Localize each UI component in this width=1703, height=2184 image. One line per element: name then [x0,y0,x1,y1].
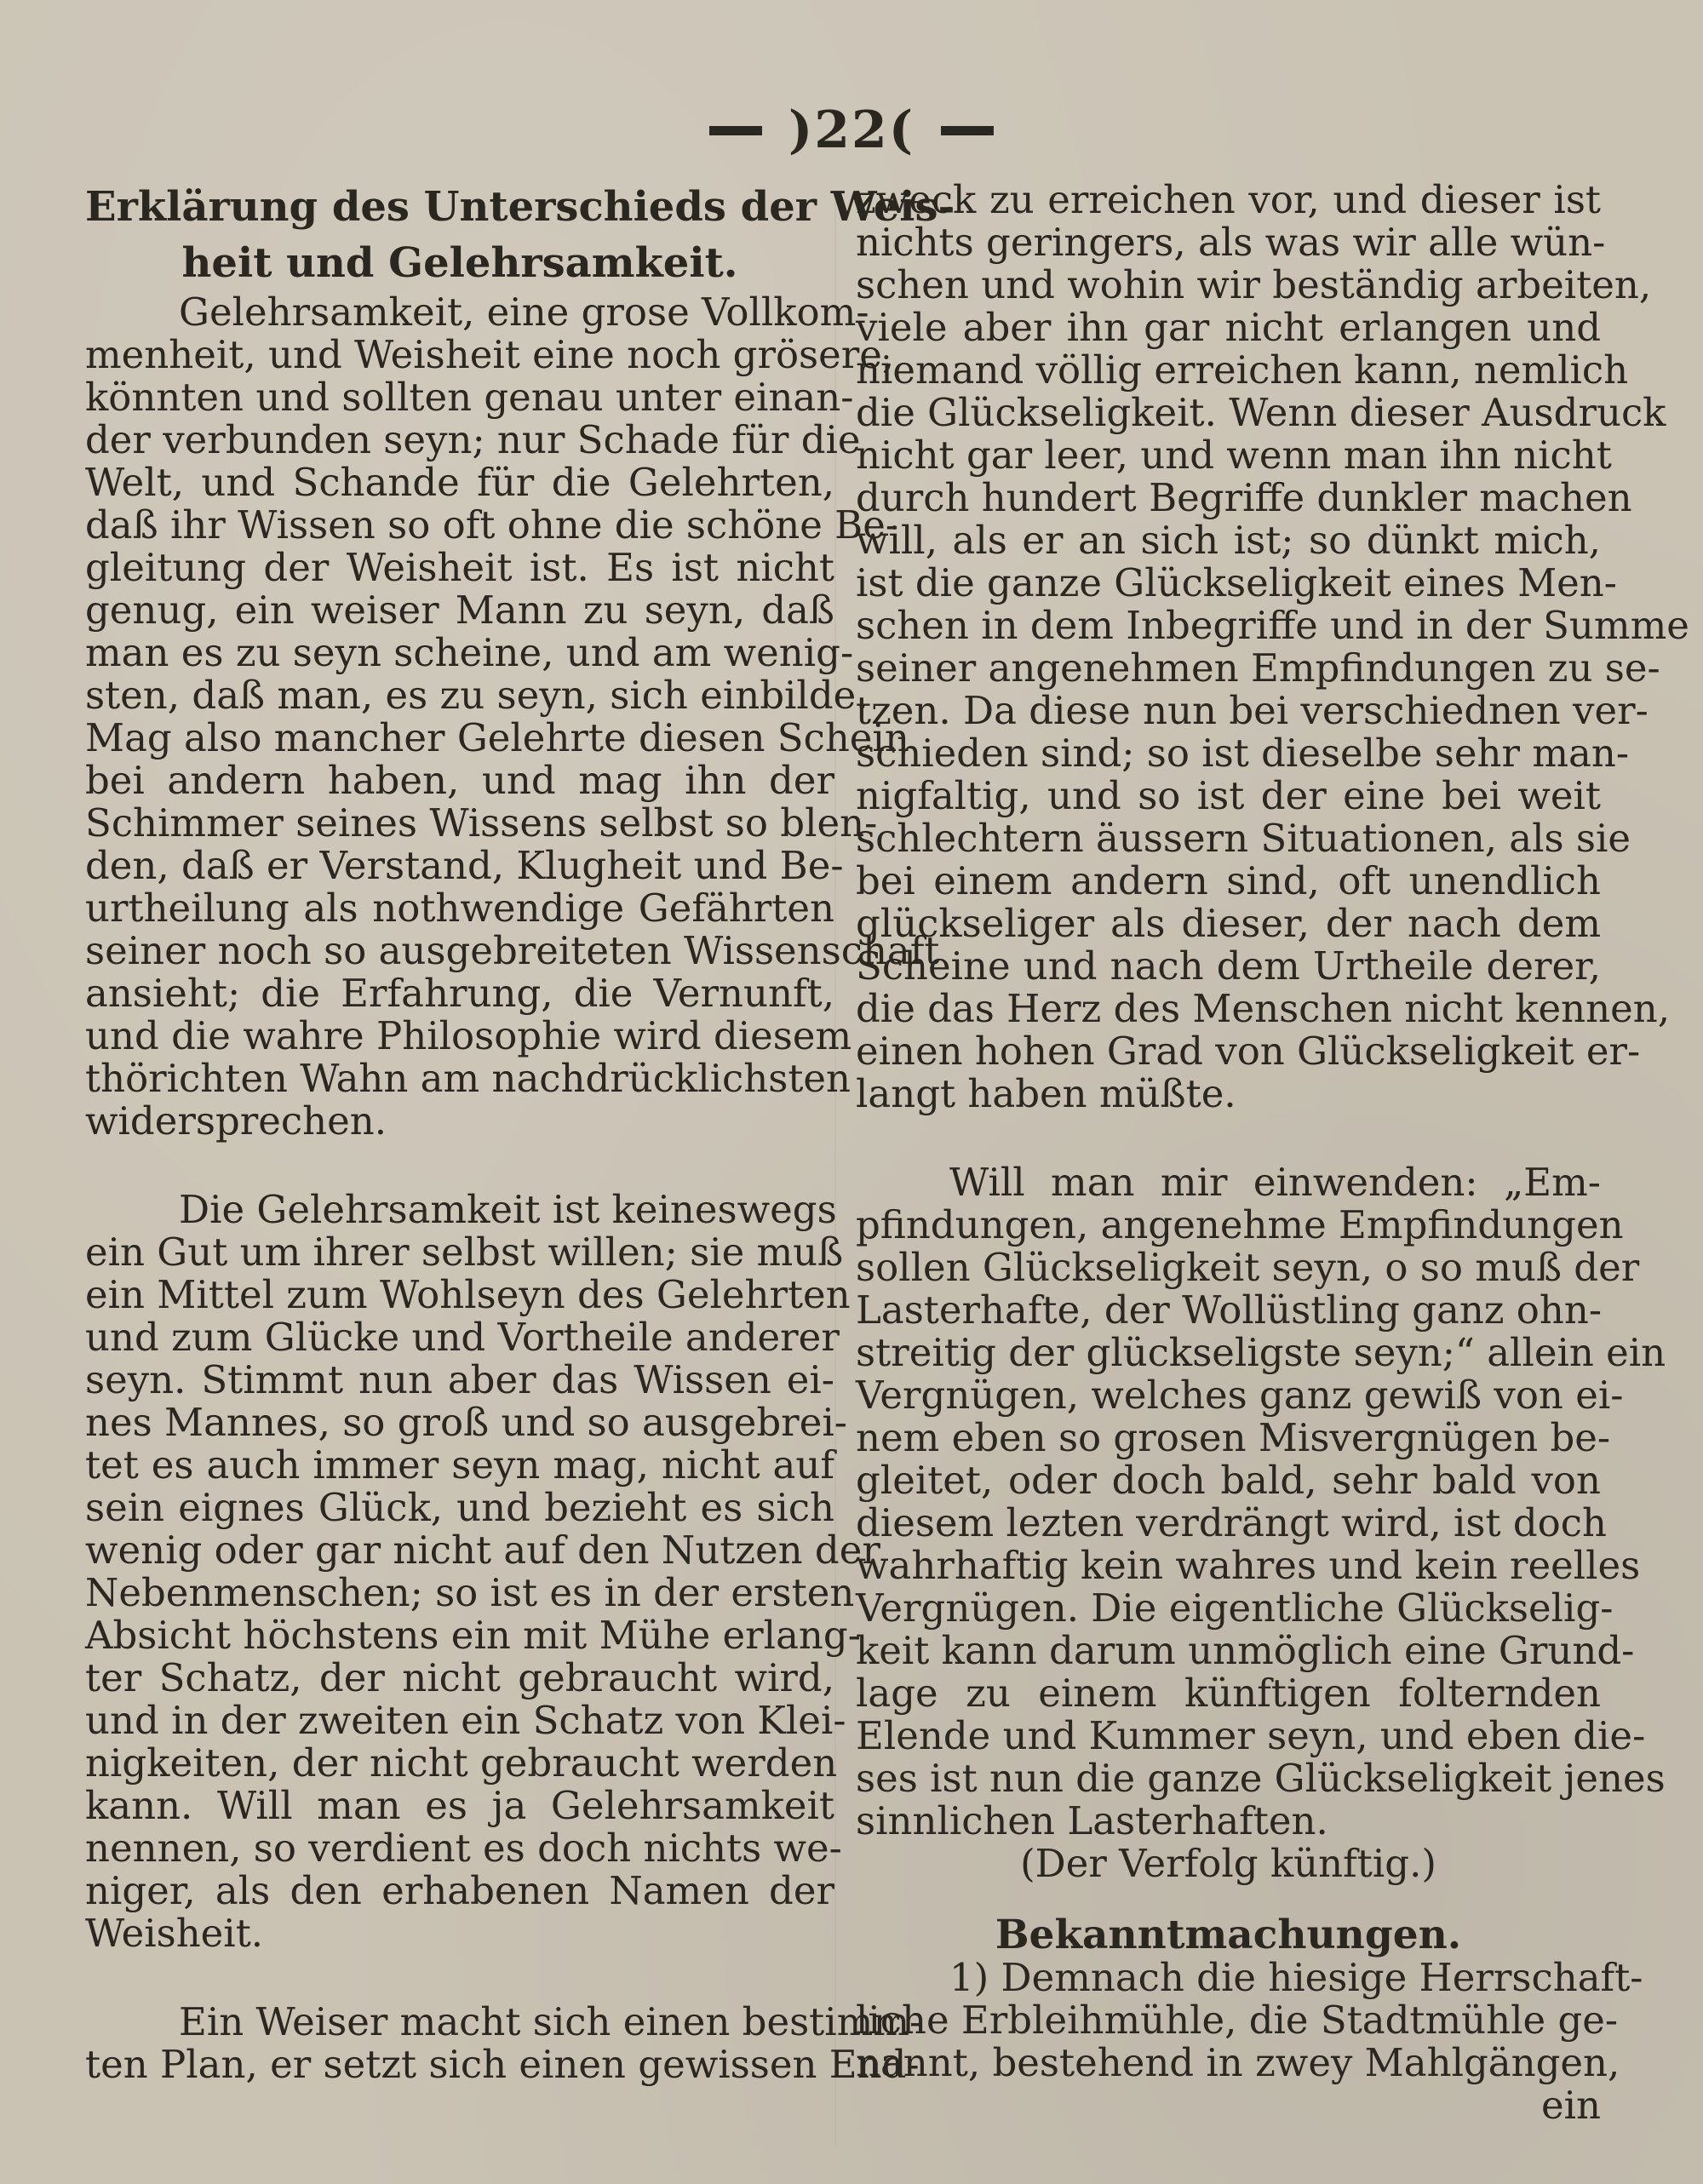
text-line: zweck zu erreichen vor, und dieser ist [856,177,1601,222]
text-line: seyn. Stimmt nun aber das Wissen ei- [85,1357,834,1402]
text-line: lage zu einem künftigen folternden [856,1671,1601,1716]
text-line: Elende und Kummer seyn, und eben die- [856,1713,1646,1758]
text-line: schen in dem Inbegriffe und in der Summe [856,603,1689,648]
text-line: ein Gut um ihrer selbst willen; sie muß [85,1230,844,1275]
text-line: urtheilung als nothwendige Gefährten [85,886,834,931]
text-line: schlechtern äussern Situationen, als sie [856,816,1631,861]
text-line: Vergnügen, welches ganz gewiß von ei- [856,1373,1624,1418]
text-line: tzen. Da diese nun bei verschiednen ver- [856,688,1649,733]
text-line: Weisheit. [85,1911,264,1956]
text-line: nigfaltig, und so ist der eine bei weit [856,773,1601,818]
text-line: 1) Demnach die hiesige Herrschaft- [949,1955,1643,2000]
text-line: nichts geringers, als was wir alle wün- [856,220,1606,265]
text-line: glückseliger als dieser, der nach dem [856,901,1601,946]
text-line: nennen, so verdient es doch nichts we- [85,1826,842,1871]
announcement-1 [856,1955,1643,2128]
text-line: liche Erbleihmühle, die Stadtmühle ge- [856,1998,1619,2043]
announcements-heading: Bekanntmachungen. [995,1912,1462,1958]
text-line: sollen Glückseligkeit seyn, o so muß der [856,1245,1640,1290]
text-line: menheit, und Weisheit eine noch grösere, [85,332,895,377]
left-paragraph-1 [85,289,940,1144]
text-line: sten, daß man, es zu seyn, sich einbilde. [85,673,869,718]
text-line: nes Mannes, so groß und so ausgebrei- [85,1400,847,1445]
text-line: pfindungen, angenehme Empfindungen [856,1202,1624,1247]
text-line: diesem lezten verdrängt wird, ist doch [856,1500,1607,1545]
title-line: Erklärung des Unterschieds der Weis- [85,183,955,231]
header-rule-right [941,126,994,135]
text-line: niger, als den erhabenen Namen der [85,1868,834,1913]
text-line: will, als er an sich ist; so dünkt mich, [856,518,1601,563]
text-line: den, daß er Verstand, Klugheit und Be- [85,843,844,888]
text-line: ein Mittel zum Wohlseyn des Gelehrten [85,1272,851,1317]
text-line: bei andern haben, und mag ihn der [85,758,834,803]
text-line: seiner noch so ausgebreiteten Wissenschaft [85,928,940,973]
text-line: ten Plan, er setzt sich einen gewissen End- [85,2042,920,2087]
page-header [0,100,1703,169]
text-line: Schimmer seines Wissens selbst so blen- [85,800,878,846]
right-paragraph-1 [856,177,1689,1116]
text-line: wahrhaftig kein wahres und kein reelles [856,1543,1641,1588]
text-line: nem eben so grosen Misvergnügen be- [856,1415,1611,1460]
text-line: ter Schatz, der nicht gebraucht wird, [85,1655,834,1700]
text-line: daß ihr Wissen so oft ohne die schöne Be- [85,502,899,547]
text-line: Mag also mancher Gelehrte diesen Schein [85,715,909,760]
text-line: niemand völlig erreichen kann, nemlich [856,347,1629,393]
text-line: Will man mir einwenden: „Em- [949,1160,1601,1205]
text-line: sinnlichen Lasterhaften. [856,1798,1328,1843]
text-line: viele aber ihn gar nicht erlangen und [856,305,1601,350]
text-line: Ein Weiser macht sich einen bestimm- [179,1999,923,2044]
text-line: Gelehrsamkeit, eine grose Vollkom- [179,289,869,335]
text-line: Vergnügen. Die eigentliche Glückselig- [856,1585,1614,1631]
text-line: keit kann darum unmöglich eine Grund- [856,1628,1635,1673]
text-line: nicht gar leer, und wenn man ihn nicht [856,433,1612,478]
text-line: streitig der glückseligste seyn;“ allein ein [856,1330,1666,1375]
text-line: seiner angenehmen Empfindungen zu se- [856,645,1660,691]
article-title [85,179,955,291]
right-column [856,177,1689,2128]
text-line: gleitet, oder doch bald, sehr bald von [856,1458,1601,1503]
text-line: genug, ein weiser Mann zu seyn, daß [85,588,834,633]
text-line: wenig oder gar nicht auf den Nutzen der [85,1528,880,1573]
left-paragraph-2 [85,1187,880,1956]
text-line: bei einem andern sind, oft unendlich [856,858,1601,903]
text-line: nannt, bestehend in zwey Mahlgängen, [856,2040,1620,2085]
text-line: ein [1540,2083,1601,2128]
text-line: die das Herz des Menschen nicht kennen, [856,986,1671,1031]
text-line: schen und wohin wir beständig arbeiten, [856,262,1652,307]
text-line: ansieht; die Erfahrung, die Vernunft, [85,971,834,1016]
text-line: schieden sind; so ist dieselbe sehr man- [856,731,1630,776]
text-line: könnten und sollten genau unter einan- [85,375,854,420]
continuation-note: (Der Verfolg künftig.) [1020,1841,1436,1886]
text-line: Absicht höchstens ein mit Mühe erlang- [85,1613,861,1658]
text-line: gleitung der Weisheit ist. Es ist nicht [85,545,834,590]
page-number: )22( [788,100,915,160]
text-line: Die Gelehrsamkeit ist keineswegs [179,1187,837,1232]
text-line: widersprechen. [85,1098,387,1144]
title-line: heit und Gelehrsamkeit. [181,239,738,287]
text-line: und zum Glücke und Vortheile anderer [85,1315,840,1360]
left-paragraph-3 [85,1999,923,2087]
text-line: langt haben müßte. [856,1071,1236,1116]
text-line: durch hundert Begriffe dunkler machen [856,475,1632,520]
text-line: tet es auch immer seyn mag, nicht auf [85,1442,834,1488]
text-line: man es zu seyn scheine, und am wenig- [85,630,854,675]
header-rule-left [709,126,762,135]
text-line: thörichten Wahn am nachdrücklichsten [85,1056,852,1101]
left-column [85,179,955,2087]
right-paragraph-2 [856,1160,1666,1843]
text-line: Lasterhafte, der Wollüstling ganz ohn- [856,1287,1603,1333]
text-line: kann. Will man es ja Gelehrsamkeit [85,1783,834,1828]
text-line: und in der zweiten ein Schatz von Klei- [85,1698,846,1743]
text-line: sein eignes Glück, und bezieht es sich [85,1485,834,1530]
text-line: nigkeiten, der nicht gebraucht werden [85,1740,838,1786]
text-line: und die wahre Philosophie wird diesem [85,1013,852,1058]
text-line: Nebenmenschen; so ist es in der ersten [85,1570,855,1615]
text-line: einen hohen Grad von Glückseligkeit er- [856,1029,1641,1074]
text-line: ses ist nun die ganze Glückseligkeit jenes [856,1756,1666,1801]
text-line: Welt, und Schande für die Gelehrten, [85,460,834,505]
text-line: Scheine und nach dem Urtheile derer, [856,943,1601,989]
text-line: die Glückseligkeit. Wenn dieser Ausdruck [856,390,1666,435]
text-line: ist die ganze Glückseligkeit eines Men- [856,560,1617,605]
text-line: der verbunden seyn; nur Schade für die [85,417,861,462]
